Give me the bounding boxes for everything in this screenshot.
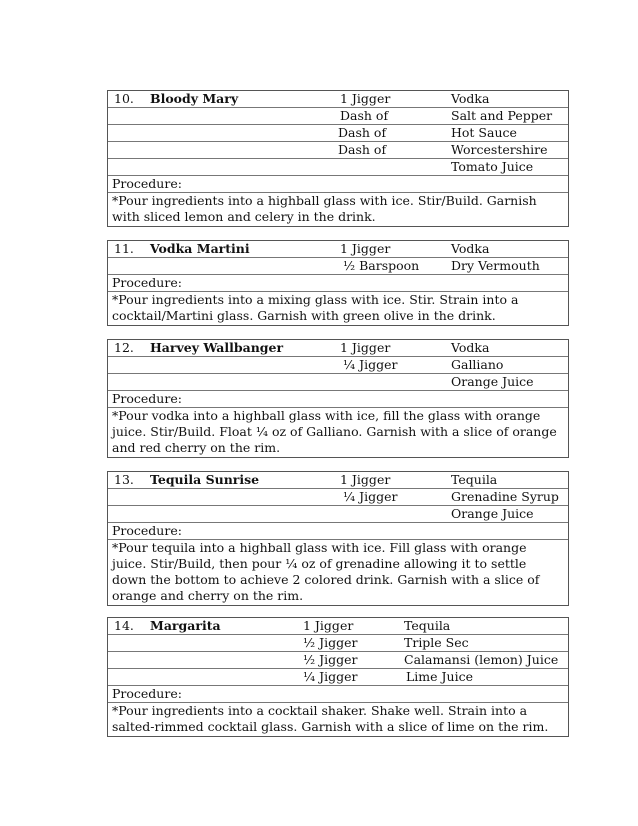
recipe-card-bloody-mary <box>107 90 569 227</box>
recipe-card-harvey-wallbanger <box>107 339 569 458</box>
ingredient-row <box>108 635 568 652</box>
ingredient-measure: ½ Barspoon <box>343 258 420 273</box>
ingredient-item: Orange Juice <box>451 374 534 389</box>
procedure-label: Procedure: <box>108 176 568 193</box>
procedure-text: *Pour ingredients into a highball glass with ice. Stir/Build. Garnish with sliced lemon and celery in the drink. <box>112 193 537 224</box>
ingredient-item: Worcestershire <box>451 142 548 157</box>
procedure-text: *Pour ingredients into a cocktail shaker. Shake well. Strain into a salted-rimmed cocktail glass. Garnish with a slice of lime on the rim. <box>112 703 549 734</box>
ingredient-row <box>108 241 568 258</box>
ingredient-row <box>108 340 568 357</box>
ingredient-item: Galliano <box>451 357 504 372</box>
ingredient-row <box>108 489 568 506</box>
ingredient-item: Hot Sauce <box>451 125 517 140</box>
ingredient-row <box>108 618 568 635</box>
ingredient-row <box>108 669 568 686</box>
ingredient-item: Orange Juice <box>451 506 534 521</box>
ingredient-row <box>108 374 568 391</box>
ingredient-measure: 1 Jigger <box>340 340 391 355</box>
recipe-number: 12. <box>114 340 134 355</box>
ingredient-measure: 1 Jigger <box>340 91 391 106</box>
ingredient-measure: 1 Jigger <box>340 472 391 487</box>
ingredient-row <box>108 357 568 374</box>
recipe-name: Vodka Martini <box>150 241 250 256</box>
procedure-label: Procedure: <box>108 686 568 703</box>
recipe-card-vodka-martini <box>107 240 569 326</box>
recipe-card-tequila-sunrise <box>107 471 569 606</box>
ingredient-row <box>108 91 568 108</box>
ingredient-measure: 1 Jigger <box>340 241 391 256</box>
ingredient-item: Dry Vermouth <box>451 258 540 273</box>
ingredient-measure: Dash of <box>338 125 387 140</box>
ingredient-row <box>108 159 568 176</box>
procedure-text: *Pour vodka into a highball glass with ice, fill the glass with orange juice. Stir/Build. Float ¼ oz of Galliano. Garnish with a slice of orange and red cherry on the rim. <box>112 408 557 455</box>
ingredient-item: Calamansi (lemon) Juice <box>404 652 559 667</box>
recipe-number: 13. <box>114 472 134 487</box>
ingredient-item: Grenadine Syrup <box>451 489 559 504</box>
recipe-name: Tequila Sunrise <box>150 472 260 487</box>
procedure-text: *Pour tequila into a highball glass with ice. Fill glass with orange juice. Stir/Build, then pour ¼ oz of grenadine allowing it to settle down the bottom to achieve 2 colored drink. Garnish with a slice of orange and cherry on the rim. <box>112 540 540 603</box>
ingredient-measure: ¼ Jigger <box>303 669 358 684</box>
ingredient-row <box>108 142 568 159</box>
ingredient-measure: Dash of <box>338 142 387 157</box>
recipe-number: 14. <box>114 618 134 633</box>
ingredient-measure: ¼ Jigger <box>343 357 398 372</box>
recipe-name: Margarita <box>150 618 221 633</box>
procedure-label: Procedure: <box>108 523 568 540</box>
procedure-label: Procedure: <box>108 391 568 408</box>
ingredient-row <box>108 125 568 142</box>
ingredient-item: Vodka <box>451 340 490 355</box>
ingredient-row <box>108 652 568 669</box>
ingredient-row <box>108 108 568 125</box>
ingredient-measure: Dash of <box>340 108 389 123</box>
recipe-card-margarita <box>107 617 569 737</box>
ingredient-measure: 1 Jigger <box>303 618 354 633</box>
ingredient-row <box>108 472 568 489</box>
ingredient-row <box>108 506 568 523</box>
recipe-number: 10. <box>114 91 134 106</box>
ingredient-item: Tequila <box>451 472 498 487</box>
recipe-number: 11. <box>114 241 134 256</box>
ingredient-item: Tomato Juice <box>451 159 534 174</box>
procedure-text: *Pour ingredients into a mixing glass with ice. Stir. Strain into a cocktail/Martini glass. Garnish with green olive in the drink. <box>112 292 519 323</box>
ingredient-item: Lime Juice <box>406 669 473 684</box>
recipe-name: Harvey Wallbanger <box>150 340 284 355</box>
ingredient-item: Vodka <box>451 241 490 256</box>
procedure-label: Procedure: <box>108 275 568 292</box>
ingredient-measure: ½ Jigger <box>303 652 358 667</box>
recipe-name: Bloody Mary <box>150 91 239 106</box>
ingredient-item: Vodka <box>451 91 490 106</box>
ingredient-item: Tequila <box>404 618 451 633</box>
ingredient-row <box>108 258 568 275</box>
ingredient-measure: ½ Jigger <box>303 635 358 650</box>
ingredient-measure: ¼ Jigger <box>343 489 398 504</box>
ingredient-item: Salt and Pepper <box>451 108 553 123</box>
ingredient-item: Triple Sec <box>404 635 469 650</box>
